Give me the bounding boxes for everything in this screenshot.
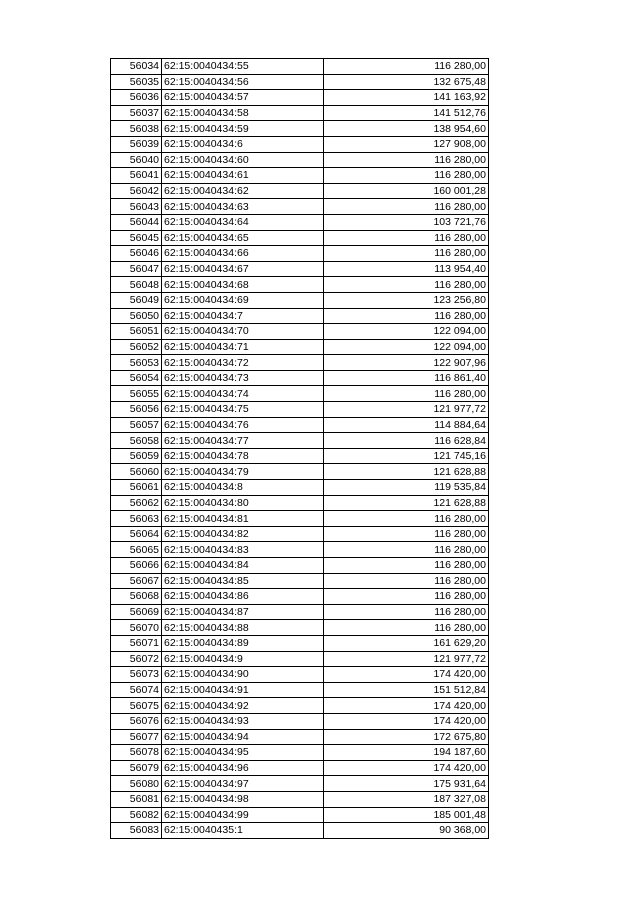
table-row <box>111 214 489 230</box>
table-row <box>111 199 489 215</box>
cadastral-number-cell: 62:15:0040434:8 <box>162 480 324 496</box>
value-cell: 121 628,88 <box>324 464 489 480</box>
row-number-cell: 56037 <box>111 105 162 121</box>
row-number-cell: 56079 <box>111 760 162 776</box>
cadastral-number-cell: 62:15:0040434:61 <box>162 168 324 184</box>
cadastral-number-cell: 62:15:0040434:98 <box>162 791 324 807</box>
row-number-cell: 56078 <box>111 745 162 761</box>
table-row <box>111 776 489 792</box>
value-cell: 122 094,00 <box>324 324 489 340</box>
row-number-cell: 56054 <box>111 370 162 386</box>
cadastral-number-cell: 62:15:0040434:96 <box>162 760 324 776</box>
value-cell: 116 280,00 <box>324 558 489 574</box>
row-number-cell: 56041 <box>111 168 162 184</box>
value-cell: 174 420,00 <box>324 667 489 683</box>
value-cell: 90 368,00 <box>324 823 489 839</box>
cadastral-number-cell: 62:15:0040434:58 <box>162 105 324 121</box>
cadastral-number-cell: 62:15:0040434:55 <box>162 59 324 75</box>
cadastral-number-cell: 62:15:0040434:64 <box>162 214 324 230</box>
row-number-cell: 56034 <box>111 59 162 75</box>
table-row <box>111 589 489 605</box>
value-cell: 121 977,72 <box>324 651 489 667</box>
row-number-cell: 56060 <box>111 464 162 480</box>
table-row <box>111 59 489 75</box>
table-row <box>111 635 489 651</box>
row-number-cell: 56043 <box>111 199 162 215</box>
table-row <box>111 402 489 418</box>
cadastral-number-cell: 62:15:0040434:92 <box>162 698 324 714</box>
value-cell: 132 675,48 <box>324 74 489 90</box>
cadastral-number-cell: 62:15:0040434:87 <box>162 604 324 620</box>
row-number-cell: 56049 <box>111 292 162 308</box>
cadastral-number-cell: 62:15:0040434:57 <box>162 90 324 106</box>
table-row <box>111 760 489 776</box>
row-number-cell: 56067 <box>111 573 162 589</box>
value-cell: 174 420,00 <box>324 698 489 714</box>
table-row <box>111 230 489 246</box>
cadastral-number-cell: 62:15:0040434:60 <box>162 152 324 168</box>
row-number-cell: 56058 <box>111 433 162 449</box>
value-cell: 121 745,16 <box>324 448 489 464</box>
cadastral-number-cell: 62:15:0040434:70 <box>162 324 324 340</box>
table-row <box>111 136 489 152</box>
row-number-cell: 56082 <box>111 807 162 823</box>
cadastral-number-cell: 62:15:0040434:56 <box>162 74 324 90</box>
value-cell: 121 628,88 <box>324 495 489 511</box>
table-row <box>111 807 489 823</box>
table-row <box>111 339 489 355</box>
cadastral-number-cell: 62:15:0040434:77 <box>162 433 324 449</box>
table-row <box>111 511 489 527</box>
value-cell: 175 931,64 <box>324 776 489 792</box>
table-row <box>111 324 489 340</box>
table-row <box>111 90 489 106</box>
table-row <box>111 558 489 574</box>
value-cell: 122 907,96 <box>324 355 489 371</box>
cadastral-number-cell: 62:15:0040434:89 <box>162 635 324 651</box>
value-cell: 116 280,00 <box>324 526 489 542</box>
table-row <box>111 823 489 839</box>
cadastral-number-cell: 62:15:0040434:6 <box>162 136 324 152</box>
value-cell: 116 280,00 <box>324 573 489 589</box>
cadastral-number-cell: 62:15:0040434:80 <box>162 495 324 511</box>
table-row <box>111 791 489 807</box>
table-row <box>111 620 489 636</box>
row-number-cell: 56038 <box>111 121 162 137</box>
value-cell: 138 954,60 <box>324 121 489 137</box>
cadastral-number-cell: 62:15:0040434:65 <box>162 230 324 246</box>
table-row <box>111 667 489 683</box>
cadastral-number-cell: 62:15:0040434:81 <box>162 511 324 527</box>
table-row <box>111 417 489 433</box>
table-row <box>111 448 489 464</box>
row-number-cell: 56046 <box>111 246 162 262</box>
cadastral-number-cell: 62:15:0040434:84 <box>162 558 324 574</box>
row-number-cell: 56061 <box>111 480 162 496</box>
table-row <box>111 277 489 293</box>
cadastral-number-cell: 62:15:0040434:74 <box>162 386 324 402</box>
cadastral-number-cell: 62:15:0040434:59 <box>162 121 324 137</box>
value-cell: 114 884,64 <box>324 417 489 433</box>
cadastral-number-cell: 62:15:0040434:93 <box>162 713 324 729</box>
row-number-cell: 56068 <box>111 589 162 605</box>
value-cell: 116 280,00 <box>324 152 489 168</box>
data-table <box>110 58 489 839</box>
value-cell: 127 908,00 <box>324 136 489 152</box>
table-row <box>111 495 489 511</box>
value-cell: 141 512,76 <box>324 105 489 121</box>
cadastral-number-cell: 62:15:0040434:71 <box>162 339 324 355</box>
value-cell: 160 001,28 <box>324 183 489 199</box>
row-number-cell: 56052 <box>111 339 162 355</box>
table-row <box>111 542 489 558</box>
value-cell: 174 420,00 <box>324 760 489 776</box>
cadastral-number-cell: 62:15:0040434:79 <box>162 464 324 480</box>
cadastral-number-cell: 62:15:0040434:76 <box>162 417 324 433</box>
value-cell: 116 280,00 <box>324 168 489 184</box>
row-number-cell: 56077 <box>111 729 162 745</box>
cadastral-number-cell: 62:15:0040434:99 <box>162 807 324 823</box>
value-cell: 116 861,40 <box>324 370 489 386</box>
cadastral-number-cell: 62:15:0040434:90 <box>162 667 324 683</box>
value-cell: 161 629,20 <box>324 635 489 651</box>
table-row <box>111 121 489 137</box>
value-cell: 141 163,92 <box>324 90 489 106</box>
value-cell: 116 280,00 <box>324 308 489 324</box>
value-cell: 172 675,80 <box>324 729 489 745</box>
cadastral-number-cell: 62:15:0040434:62 <box>162 183 324 199</box>
row-number-cell: 56039 <box>111 136 162 152</box>
row-number-cell: 56072 <box>111 651 162 667</box>
cadastral-number-cell: 62:15:0040434:86 <box>162 589 324 605</box>
value-cell: 187 327,08 <box>324 791 489 807</box>
table-row <box>111 464 489 480</box>
table-row <box>111 713 489 729</box>
table-row <box>111 386 489 402</box>
table-row <box>111 651 489 667</box>
row-number-cell: 56081 <box>111 791 162 807</box>
table-row <box>111 74 489 90</box>
value-cell: 194 187,60 <box>324 745 489 761</box>
table-row <box>111 246 489 262</box>
row-number-cell: 56045 <box>111 230 162 246</box>
value-cell: 116 280,00 <box>324 246 489 262</box>
cadastral-number-cell: 62:15:0040434:63 <box>162 199 324 215</box>
row-number-cell: 56044 <box>111 214 162 230</box>
table-row <box>111 433 489 449</box>
value-cell: 116 280,00 <box>324 199 489 215</box>
cadastral-number-cell: 62:15:0040434:66 <box>162 246 324 262</box>
value-cell: 116 280,00 <box>324 542 489 558</box>
row-number-cell: 56064 <box>111 526 162 542</box>
value-cell: 185 001,48 <box>324 807 489 823</box>
table-row <box>111 105 489 121</box>
row-number-cell: 56035 <box>111 74 162 90</box>
table-row <box>111 573 489 589</box>
row-number-cell: 56071 <box>111 635 162 651</box>
table-row <box>111 261 489 277</box>
table-row <box>111 729 489 745</box>
cadastral-number-cell: 62:15:0040434:91 <box>162 682 324 698</box>
table-row <box>111 745 489 761</box>
cadastral-number-cell: 62:15:0040434:94 <box>162 729 324 745</box>
row-number-cell: 56063 <box>111 511 162 527</box>
row-number-cell: 56059 <box>111 448 162 464</box>
table-row <box>111 604 489 620</box>
value-cell: 119 535,84 <box>324 480 489 496</box>
cadastral-number-cell: 62:15:0040434:67 <box>162 261 324 277</box>
row-number-cell: 56083 <box>111 823 162 839</box>
table-row <box>111 183 489 199</box>
row-number-cell: 56057 <box>111 417 162 433</box>
value-cell: 116 280,00 <box>324 511 489 527</box>
row-number-cell: 56055 <box>111 386 162 402</box>
cadastral-number-cell: 62:15:0040434:9 <box>162 651 324 667</box>
cadastral-number-cell: 62:15:0040434:95 <box>162 745 324 761</box>
cadastral-number-cell: 62:15:0040434:75 <box>162 402 324 418</box>
cadastral-number-cell: 62:15:0040435:1 <box>162 823 324 839</box>
row-number-cell: 56069 <box>111 604 162 620</box>
cadastral-number-cell: 62:15:0040434:72 <box>162 355 324 371</box>
cadastral-number-cell: 62:15:0040434:97 <box>162 776 324 792</box>
value-cell: 116 280,00 <box>324 620 489 636</box>
row-number-cell: 56048 <box>111 277 162 293</box>
value-cell: 123 256,80 <box>324 292 489 308</box>
row-number-cell: 56040 <box>111 152 162 168</box>
value-cell: 174 420,00 <box>324 713 489 729</box>
value-cell: 122 094,00 <box>324 339 489 355</box>
value-cell: 121 977,72 <box>324 402 489 418</box>
row-number-cell: 56070 <box>111 620 162 636</box>
row-number-cell: 56051 <box>111 324 162 340</box>
value-cell: 116 280,00 <box>324 277 489 293</box>
value-cell: 103 721,76 <box>324 214 489 230</box>
table-row <box>111 355 489 371</box>
table-row <box>111 526 489 542</box>
row-number-cell: 56074 <box>111 682 162 698</box>
table-row <box>111 152 489 168</box>
value-cell: 113 954,40 <box>324 261 489 277</box>
cadastral-number-cell: 62:15:0040434:7 <box>162 308 324 324</box>
cadastral-number-cell: 62:15:0040434:88 <box>162 620 324 636</box>
row-number-cell: 56065 <box>111 542 162 558</box>
row-number-cell: 56073 <box>111 667 162 683</box>
cadastral-number-cell: 62:15:0040434:82 <box>162 526 324 542</box>
cadastral-number-cell: 62:15:0040434:68 <box>162 277 324 293</box>
cadastral-number-cell: 62:15:0040434:73 <box>162 370 324 386</box>
table-row <box>111 698 489 714</box>
row-number-cell: 56076 <box>111 713 162 729</box>
value-cell: 116 280,00 <box>324 59 489 75</box>
row-number-cell: 56047 <box>111 261 162 277</box>
table-body <box>111 59 489 839</box>
cadastral-number-cell: 62:15:0040434:78 <box>162 448 324 464</box>
table-row <box>111 480 489 496</box>
value-cell: 116 280,00 <box>324 589 489 605</box>
value-cell: 116 280,00 <box>324 230 489 246</box>
value-cell: 116 280,00 <box>324 386 489 402</box>
row-number-cell: 56075 <box>111 698 162 714</box>
table-row <box>111 308 489 324</box>
value-cell: 151 512,84 <box>324 682 489 698</box>
value-cell: 116 628,84 <box>324 433 489 449</box>
row-number-cell: 56036 <box>111 90 162 106</box>
cadastral-number-cell: 62:15:0040434:69 <box>162 292 324 308</box>
row-number-cell: 56042 <box>111 183 162 199</box>
value-cell: 116 280,00 <box>324 604 489 620</box>
cadastral-number-cell: 62:15:0040434:85 <box>162 573 324 589</box>
row-number-cell: 56080 <box>111 776 162 792</box>
row-number-cell: 56062 <box>111 495 162 511</box>
row-number-cell: 56053 <box>111 355 162 371</box>
table-row <box>111 292 489 308</box>
row-number-cell: 56050 <box>111 308 162 324</box>
table-row <box>111 682 489 698</box>
table-row <box>111 168 489 184</box>
row-number-cell: 56066 <box>111 558 162 574</box>
row-number-cell: 56056 <box>111 402 162 418</box>
table-row <box>111 370 489 386</box>
cadastral-number-cell: 62:15:0040434:83 <box>162 542 324 558</box>
